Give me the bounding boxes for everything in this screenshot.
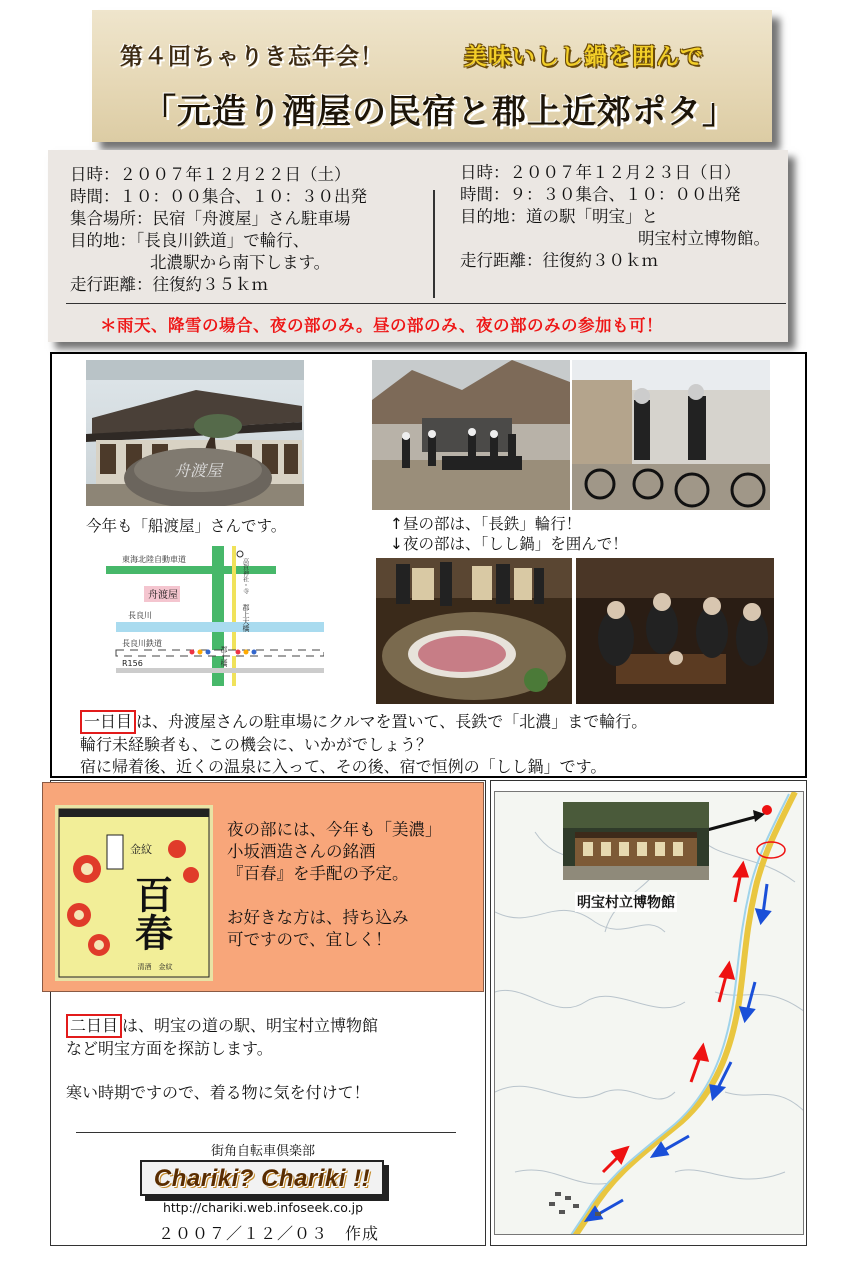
inn-map [106, 546, 324, 696]
day-caption-2: ↓夜の部は、「しし鍋」を囲んで！ [390, 535, 628, 553]
sake-line-5: お好きな方は、持ち込み [227, 908, 409, 927]
day2-schedule [460, 162, 790, 272]
club-logo-text: Chariki? Chariki !! [153, 1165, 371, 1192]
map-river-label: 長良川 [128, 611, 152, 620]
sake-label-brand: 金紋 [130, 843, 152, 856]
day1-date: 日時：２００７年１２月２２日（土） [70, 165, 351, 184]
club-name: 街角自転車倶楽部 [210, 1144, 315, 1159]
day2-destination: 目的地：道の駅「明宝」と [460, 207, 658, 226]
created-date: ２００７／１２／０３ 作成 [158, 1224, 380, 1243]
day2-time: 時間：９：３０集合、１０：００出発 [460, 185, 741, 204]
page-title: 「元造り酒屋の民宿と郡上近郊ポタ」 [142, 92, 737, 132]
weather-warning: ＊雨天、降雪の場合、夜の部のみ。昼の部のみ、夜の部のみの参加も可！ [100, 316, 663, 335]
sake-line-6: 可ですので、宜しく！ [227, 930, 392, 949]
map-route-label: R156 [122, 659, 143, 668]
map-bridge1-label: 郡上大橋 [242, 604, 250, 632]
map-bridge2-label: 郡上橋 [220, 646, 228, 667]
map-temple-label: 高賀神社・寺 [241, 558, 249, 594]
sake-line-2: 小坂酒造さんの銘酒 [227, 842, 376, 861]
map-expressway-label: 東海北陸自動車道 [122, 555, 186, 564]
photo-panel [50, 352, 807, 778]
sake-label-name: 百春 [128, 875, 174, 951]
day1-schedule [70, 164, 440, 296]
nabe-photo [376, 558, 572, 704]
sake-text [227, 819, 442, 951]
route-map-panel [490, 780, 807, 1246]
day2-tag: 二日目 [66, 1014, 122, 1038]
day1-destination: 目的地：「長良川鉄道」で輪行、 [70, 231, 310, 250]
bikes-photo [572, 360, 770, 510]
day2-destination-cont: 明宝村立博物館。 [638, 229, 770, 248]
day1-time: 時間：１０：００集合、１０：３０出発 [70, 187, 367, 206]
club-logo [140, 1160, 384, 1196]
day2-desc-line1: は、明宝の道の駅、明宝村立博物館 [122, 1016, 379, 1035]
sake-line-3: 『百春』を手配の予定。 [227, 864, 409, 883]
sake-box [42, 782, 484, 992]
day1-description [80, 710, 647, 778]
schedule-box [48, 150, 788, 342]
inn-sign-text: 舟渡屋 [173, 461, 223, 480]
sake-line-1: 夜の部には、今年も「美濃」 [227, 820, 442, 839]
day1-desc-line2: 輪行未経験者も、この機会に、いかがでしょう？ [80, 735, 433, 754]
day1-meeting-place: 集合場所：民宿「舟渡屋」さん駐車場 [70, 209, 351, 228]
day1-destination-cont: 北濃駅から南下します。 [150, 253, 331, 272]
museum-photo [563, 802, 709, 880]
train-group-photo [372, 360, 570, 510]
map-railway-label: 長良川鉄道 [122, 639, 162, 648]
sake-label-image [55, 805, 213, 981]
day1-desc-line1: は、舟渡屋さんの駐車場にクルマを置いて、長鉄で「北濃」まで輪行。 [136, 712, 648, 731]
schedule-rule [66, 303, 786, 304]
day1-tag: 一日目 [80, 710, 136, 734]
schedule-divider [433, 190, 435, 298]
sake-line-spacer [227, 885, 442, 907]
day2-desc-line3: 寒い時期ですので、着る物に気を付けて！ [66, 1083, 370, 1102]
inn-caption: 今年も「船渡屋」さんです。 [86, 517, 287, 535]
inn-photo [86, 360, 304, 506]
day2-distance: 走行距離：往復約３０ｋｍ [460, 251, 658, 270]
party-photo [576, 558, 774, 704]
sake-label-sub: 清酒 金紋 [137, 963, 173, 971]
day-caption-1: ↑昼の部は、「長鉄」輪行！ [390, 515, 582, 533]
day2-desc-line2: など明宝方面を探訪します。 [66, 1039, 273, 1058]
club-url[interactable]: http://chariki.web.infoseek.co.jp [162, 1200, 364, 1215]
day1-distance: 走行距離：往復約３５ｋｍ [70, 275, 268, 294]
day1-desc-line3: 宿に帰着後、近くの温泉に入って、その後、宿で恒例の「しし鍋」です。 [80, 757, 607, 776]
day2-description [66, 1014, 378, 1104]
footer-rule [76, 1132, 456, 1133]
map-inn-label: 舟渡屋 [148, 590, 178, 601]
day2-desc-spacer [66, 1060, 378, 1082]
title-banner [92, 10, 772, 142]
museum-label: 明宝村立博物館 [575, 892, 677, 912]
event-kicker: 第４回ちゃりき忘年会！ [120, 44, 384, 70]
route-map [494, 791, 804, 1235]
event-subtitle: 美味いしし鍋を囲んで [464, 44, 704, 70]
day2-date: 日時：２００７年１２月２３日（日） [460, 163, 741, 182]
